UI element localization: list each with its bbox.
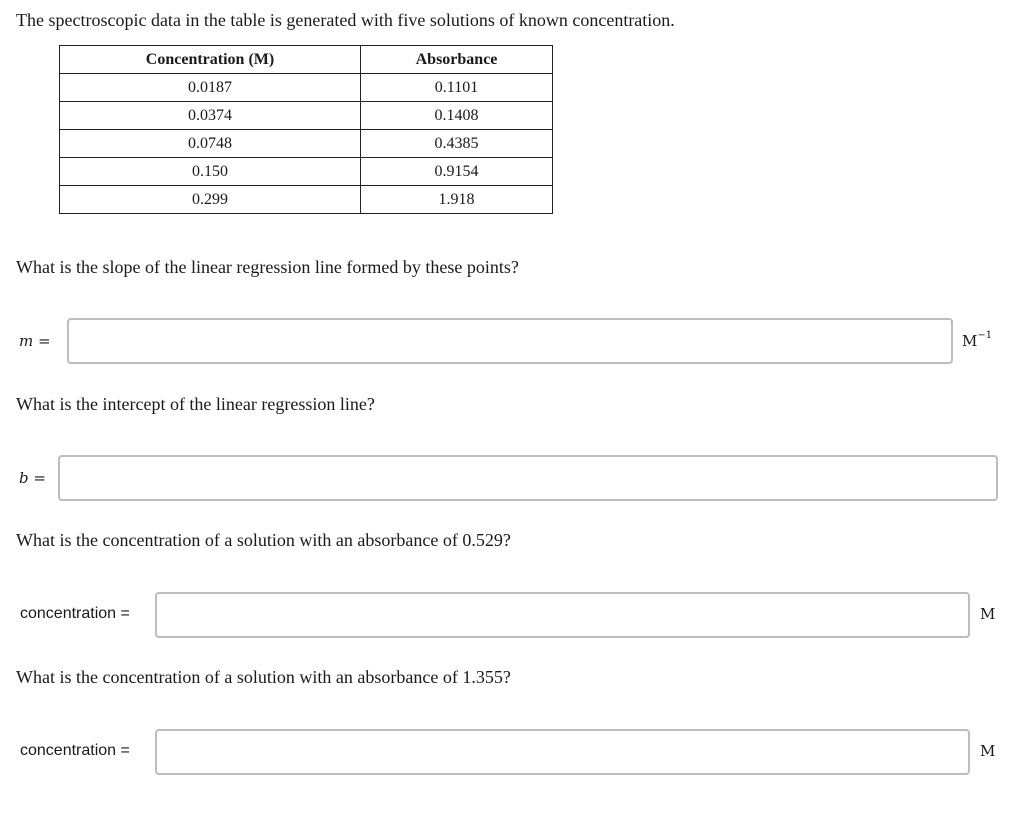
table-row — [60, 102, 553, 130]
slope-unit-exponent: −1 — [977, 330, 993, 341]
concentration-question-1: What is the concentration of a solution with an absorbance of 0.529? — [16, 530, 511, 550]
concentration-cell: 0.0187 — [60, 74, 361, 102]
concentration-input-2[interactable] — [155, 729, 970, 775]
slope-unit-base: M — [962, 332, 978, 350]
concentration-unit-1: M — [980, 605, 996, 623]
column-header-absorbance: Absorbance — [361, 46, 553, 74]
concentration-label-1: concentration = — [20, 605, 130, 622]
table-row — [60, 74, 553, 102]
concentration-cell: 0.0748 — [60, 130, 361, 158]
concentration-unit-2: M — [980, 742, 996, 760]
column-header-concentration: Concentration (M) — [60, 46, 361, 74]
absorbance-cell: 0.1101 — [361, 74, 553, 102]
absorbance-cell: 0.1408 — [361, 102, 553, 130]
table-row — [60, 158, 553, 186]
slope-unit — [962, 332, 992, 350]
intro-text: The spectroscopic data in the table is generated with five solutions of known concentration. — [16, 10, 675, 30]
slope-input[interactable] — [67, 318, 953, 364]
slope-label: m = — [19, 332, 51, 350]
intercept-question: What is the intercept of the linear regression line? — [16, 394, 375, 414]
data-table — [59, 45, 553, 214]
table-row — [60, 130, 553, 158]
slope-question: What is the slope of the linear regression line formed by these points? — [16, 257, 519, 277]
intercept-label: b = — [19, 469, 46, 487]
concentration-question-2: What is the concentration of a solution with an absorbance of 1.355? — [16, 667, 511, 687]
table-row — [60, 186, 553, 214]
absorbance-cell: 0.4385 — [361, 130, 553, 158]
table-header-row — [60, 46, 553, 74]
concentration-cell: 0.150 — [60, 158, 361, 186]
concentration-input-1[interactable] — [155, 592, 970, 638]
intercept-input[interactable] — [58, 455, 998, 501]
concentration-cell: 0.0374 — [60, 102, 361, 130]
absorbance-cell: 0.9154 — [361, 158, 553, 186]
concentration-cell: 0.299 — [60, 186, 361, 214]
concentration-label-2: concentration = — [20, 742, 130, 759]
absorbance-cell: 1.918 — [361, 186, 553, 214]
